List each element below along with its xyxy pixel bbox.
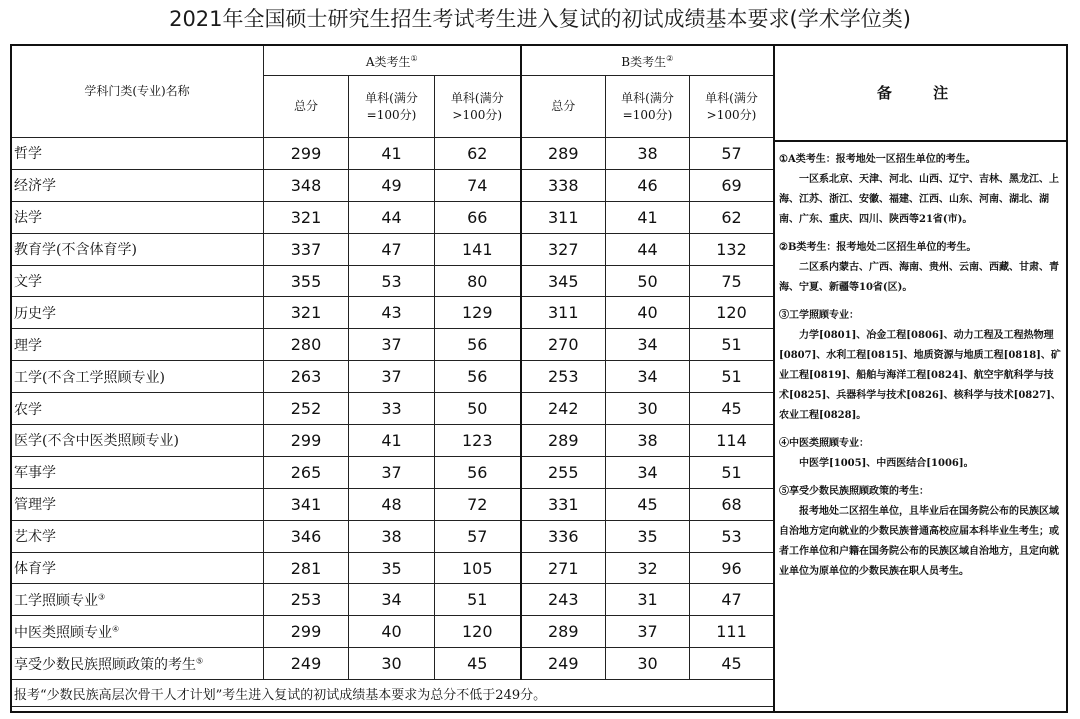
subject-name-cell: 工学照顾专业③ <box>11 584 264 616</box>
remark-block <box>779 150 1062 230</box>
b-single-100-cell: 30 <box>606 648 690 680</box>
a-total-header: 总分 <box>264 76 349 138</box>
b-total-cell: 327 <box>521 233 606 265</box>
footnote: 报考“少数民族高层次骨干人才计划”考生进入复试的初试成绩基本要求为总分不低于249分。 <box>11 680 774 707</box>
a-single-over100-cell: 80 <box>435 265 521 297</box>
remark-heading: ⑤享受少数民族照顾政策的考生： <box>779 486 929 497</box>
b-single-over100-cell: 75 <box>690 265 774 297</box>
a-single-100-cell: 35 <box>349 552 435 584</box>
b-total-cell: 253 <box>521 361 606 393</box>
b-total-cell: 255 <box>521 456 606 488</box>
b-single-over100-cell: 62 <box>690 201 774 233</box>
subject-header: 学科门类(专业)名称 <box>11 45 264 138</box>
b-single-over100-cell: 45 <box>690 393 774 425</box>
remark-heading: ①A类考生：报考地处一区招生单位的考生。 <box>779 154 976 165</box>
a-total-cell: 249 <box>264 648 349 680</box>
b-single-over100-cell: 57 <box>690 138 774 170</box>
b-total-cell: 242 <box>521 393 606 425</box>
b-single-100-cell: 41 <box>606 201 690 233</box>
a-single-100-cell: 49 <box>349 169 435 201</box>
remark-block <box>779 434 1062 474</box>
b-single-over100-cell: 51 <box>690 456 774 488</box>
group-a-header: A类考生① <box>264 45 521 76</box>
a-total-cell: 253 <box>264 584 349 616</box>
a-single-over100-cell: 45 <box>435 648 521 680</box>
a-single-100-cell: 33 <box>349 393 435 425</box>
a-single-over100-cell: 66 <box>435 201 521 233</box>
b-total-cell: 243 <box>521 584 606 616</box>
b-total-cell: 311 <box>521 297 606 329</box>
a-single-over100-cell: 57 <box>435 520 521 552</box>
subject-name-cell: 历史学 <box>11 297 264 329</box>
b-single-over100-cell: 51 <box>690 361 774 393</box>
remark-block <box>779 306 1062 426</box>
b-single-100-cell: 46 <box>606 169 690 201</box>
b-single-100-cell: 50 <box>606 265 690 297</box>
a-single-over100-cell: 120 <box>435 616 521 648</box>
remark-heading: ④中医类照顾专业： <box>779 438 869 449</box>
a-single-100-cell: 30 <box>349 648 435 680</box>
b-total-cell: 289 <box>521 425 606 457</box>
b-single-over100-cell: 114 <box>690 425 774 457</box>
a-single-over100-cell: 123 <box>435 425 521 457</box>
a-single-100-cell: 38 <box>349 520 435 552</box>
a-total-cell: 299 <box>264 425 349 457</box>
b-total-cell: 249 <box>521 648 606 680</box>
subject-name-cell: 艺术学 <box>11 520 264 552</box>
subject-name-cell: 享受少数民族照顾政策的考生⑤ <box>11 648 264 680</box>
a-total-cell: 252 <box>264 393 349 425</box>
subject-name-cell: 教育学(不含体育学) <box>11 233 264 265</box>
a-total-cell: 280 <box>264 329 349 361</box>
a-single-100-cell: 43 <box>349 297 435 329</box>
a-total-cell: 337 <box>264 233 349 265</box>
remark-block <box>779 482 1062 582</box>
footnote-mark: ⑤ <box>196 656 204 666</box>
remark-heading: ②B类考生：报考地处二区招生单位的考生。 <box>779 242 977 253</box>
a-single-over100-cell: 51 <box>435 584 521 616</box>
b-single-100-cell: 34 <box>606 361 690 393</box>
remarks-header: 备 注 <box>775 44 1068 142</box>
a-single-100-cell: 44 <box>349 201 435 233</box>
subject-name-cell: 法学 <box>11 201 264 233</box>
subject-name-cell: 经济学 <box>11 169 264 201</box>
subject-name-cell: 中医类照顾专业④ <box>11 616 264 648</box>
a-single-over100-cell: 50 <box>435 393 521 425</box>
b-total-cell: 271 <box>521 552 606 584</box>
b-single-100-cell: 34 <box>606 456 690 488</box>
a-total-cell: 299 <box>264 616 349 648</box>
b-single-over100-header: 单科(满分>100分) <box>690 76 774 138</box>
subject-name-cell: 哲学 <box>11 138 264 170</box>
b-single-over100-cell: 47 <box>690 584 774 616</box>
a-single-100-cell: 37 <box>349 456 435 488</box>
subject-name-cell: 工学(不含工学照顾专业) <box>11 361 264 393</box>
remark-heading: ③工学照顾专业： <box>779 310 859 321</box>
b-single-over100-cell: 69 <box>690 169 774 201</box>
a-single-over100-cell: 56 <box>435 456 521 488</box>
a-single-over100-cell: 105 <box>435 552 521 584</box>
b-single-100-cell: 40 <box>606 297 690 329</box>
a-single-100-header: 单科(满分=100分) <box>349 76 435 138</box>
remarks-panel <box>773 44 1068 713</box>
subject-name-cell: 理学 <box>11 329 264 361</box>
subject-name-cell: 医学(不含中医类照顾专业) <box>11 425 264 457</box>
b-single-100-cell: 31 <box>606 584 690 616</box>
b-single-100-cell: 32 <box>606 552 690 584</box>
b-single-100-cell: 34 <box>606 329 690 361</box>
group-b-header: B类考生② <box>521 45 774 76</box>
b-total-cell: 289 <box>521 138 606 170</box>
a-total-cell: 348 <box>264 169 349 201</box>
b-single-100-cell: 37 <box>606 616 690 648</box>
a-total-cell: 299 <box>264 138 349 170</box>
b-single-100-cell: 30 <box>606 393 690 425</box>
remark-text: 中医学[1005]、中西医结合[1006]。 <box>799 458 974 469</box>
b-total-cell: 331 <box>521 488 606 520</box>
b-single-over100-cell: 111 <box>690 616 774 648</box>
b-single-over100-cell: 96 <box>690 552 774 584</box>
subject-name-cell: 农学 <box>11 393 264 425</box>
a-single-over100-cell: 72 <box>435 488 521 520</box>
a-single-over100-header: 单科(满分>100分) <box>435 76 521 138</box>
b-total-cell: 336 <box>521 520 606 552</box>
b-single-100-cell: 44 <box>606 233 690 265</box>
b-single-100-cell: 38 <box>606 138 690 170</box>
a-total-cell: 265 <box>264 456 349 488</box>
a-single-over100-cell: 62 <box>435 138 521 170</box>
b-total-cell: 311 <box>521 201 606 233</box>
subject-name-cell: 军事学 <box>11 456 264 488</box>
b-total-cell: 289 <box>521 616 606 648</box>
a-total-cell: 355 <box>264 265 349 297</box>
b-single-100-header: 单科(满分=100分) <box>606 76 690 138</box>
subject-name-cell: 文学 <box>11 265 264 297</box>
b-single-over100-cell: 53 <box>690 520 774 552</box>
b-single-100-cell: 35 <box>606 520 690 552</box>
b-total-cell: 270 <box>521 329 606 361</box>
a-single-100-cell: 53 <box>349 265 435 297</box>
remark-text: 报考地处二区招生单位，且毕业后在国务院公布的民族区域自治地方定向就业的少数民族普通高校应届本科毕业生考生；或者工作单位和户籍在国务院公布的民族区域自治地方，且定向就业单位为原单位的少数民族在职人员考生。 <box>779 506 1059 577</box>
a-total-cell: 263 <box>264 361 349 393</box>
a-single-100-cell: 48 <box>349 488 435 520</box>
remark-block <box>779 238 1062 298</box>
a-single-100-cell: 37 <box>349 329 435 361</box>
a-single-100-cell: 41 <box>349 425 435 457</box>
b-single-100-cell: 45 <box>606 488 690 520</box>
document-title: 2021年全国硕士研究生招生考试考生进入复试的初试成绩基本要求(学术学位类) <box>169 7 911 31</box>
a-single-over100-cell: 56 <box>435 361 521 393</box>
b-single-over100-cell: 120 <box>690 297 774 329</box>
a-total-cell: 346 <box>264 520 349 552</box>
b-total-cell: 338 <box>521 169 606 201</box>
a-single-100-cell: 37 <box>349 361 435 393</box>
subject-name-cell: 管理学 <box>11 488 264 520</box>
a-total-cell: 281 <box>264 552 349 584</box>
remark-text: 二区系内蒙古、广西、海南、贵州、云南、西藏、甘肃、青海、宁夏、新疆等10省(区)。 <box>779 262 1059 293</box>
a-single-100-cell: 40 <box>349 616 435 648</box>
footnote-mark: ③ <box>98 592 106 602</box>
b-single-over100-cell: 51 <box>690 329 774 361</box>
b-total-header: 总分 <box>521 76 606 138</box>
a-single-100-cell: 47 <box>349 233 435 265</box>
a-single-over100-cell: 141 <box>435 233 521 265</box>
a-single-100-cell: 34 <box>349 584 435 616</box>
a-total-cell: 321 <box>264 201 349 233</box>
b-single-100-cell: 38 <box>606 425 690 457</box>
a-total-cell: 321 <box>264 297 349 329</box>
remark-text: 一区系北京、天津、河北、山西、辽宁、吉林、黑龙江、上海、江苏、浙江、安徽、福建、江西、山东、河南、湖北、湖南、广东、重庆、四川、陕西等21省(市)。 <box>779 174 1059 225</box>
remarks-body <box>775 142 1068 582</box>
b-single-over100-cell: 45 <box>690 648 774 680</box>
remark-text: 力学[0801]、冶金工程[0806]、动力工程及工程热物理[0807]、水利工程[0815]、地质资源与地质工程[0818]、矿业工程[0819]、船舶与海洋工程[0824]、航空宇航科学与技术[0825]、兵器科学与技术[0826]、核科学与技术[0827]、农业工程[0828]。 <box>779 330 1061 421</box>
a-single-over100-cell: 129 <box>435 297 521 329</box>
a-single-over100-cell: 74 <box>435 169 521 201</box>
subject-name-cell: 体育学 <box>11 552 264 584</box>
b-single-over100-cell: 68 <box>690 488 774 520</box>
b-single-over100-cell: 132 <box>690 233 774 265</box>
a-single-over100-cell: 56 <box>435 329 521 361</box>
footnote-mark: ④ <box>112 624 120 634</box>
a-total-cell: 341 <box>264 488 349 520</box>
b-total-cell: 345 <box>521 265 606 297</box>
a-single-100-cell: 41 <box>349 138 435 170</box>
